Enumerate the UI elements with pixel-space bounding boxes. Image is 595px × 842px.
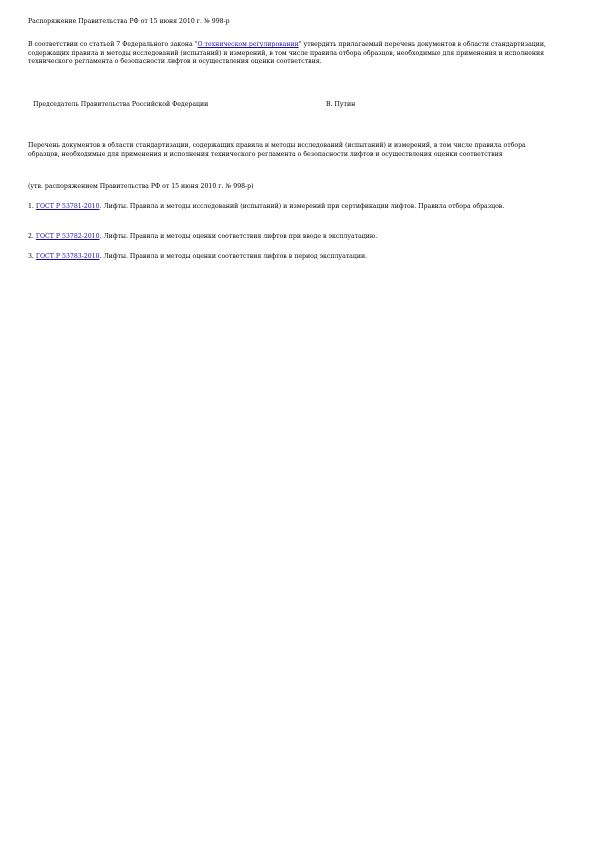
law-link[interactable]: О техническом регулировании	[197, 41, 299, 48]
list-item-number: 3.	[28, 253, 36, 260]
list-item-number: 2.	[28, 233, 36, 240]
signature-name: В. Путин	[326, 101, 356, 108]
gost-link[interactable]: ГОСТ Р 53782-2010	[35, 233, 100, 240]
list-item-text: . Лифты. Правила и методы исследований (испытаний) и измерений при сертификации лифтов. Правила отбора образцов.	[99, 203, 505, 210]
gost-link[interactable]: ГОСТ Р 53781-2010	[35, 203, 100, 210]
list-item	[28, 253, 558, 262]
preamble-text-before: В соответствии со статьей 7 Федерального закона "	[28, 41, 198, 48]
preamble-text-after: " утвердить прилагаемый перечень документов в области стандартизации, содержащих правила и методы исследований (испытаний) и измерений, в том числе правила отбора образцов, необходимые для применения и исполнения технического регламента о безопасности лифтов и осуществления оценки соответствия.	[28, 41, 546, 66]
gost-link[interactable]: ГОСТ Р 53783-2010	[35, 253, 100, 260]
list-title: Перечень документов в области стандартизации, содержащих правила и методы исследований (испытаний) и измерений, в том числе правила отбора образцов, необходимые для применения и исполнения технического регламента о безопасности лифтов и осуществления оценки соответствия	[28, 142, 526, 158]
signature-position: Председатель Правительства Российской Федерации	[33, 101, 209, 108]
list-item	[28, 203, 558, 212]
approval-note: (утв. распоряжением Правительства РФ от 15 июня 2010 г. № 998-р)	[28, 183, 254, 190]
list-item-text: . Лифты. Правила и методы оценки соответствия лифтов в период эксплуатации.	[99, 253, 368, 260]
list-item	[28, 233, 558, 242]
list-item-text: . Лифты. Правила и методы оценки соответствия лифтов при вводе в эксплуатацию.	[99, 233, 378, 240]
signature-block	[28, 101, 558, 111]
preamble-paragraph	[28, 41, 558, 67]
document-title: Распоряжение Правительства РФ от 15 июня 2010 г. № 998-р	[28, 18, 230, 25]
list-item-number: 1.	[28, 203, 36, 210]
